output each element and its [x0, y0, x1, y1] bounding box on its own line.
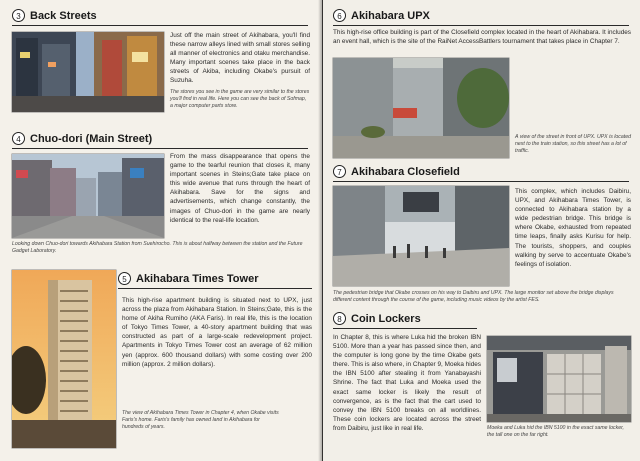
section-number-badge: 7 — [333, 165, 346, 178]
section-title: Chuo-dori (Main Street) — [30, 132, 153, 145]
photo-caption: The pedestrian bridge that Okabe crosses on his way to Daibiru and UPX. The large monitor set above the bridge displays different content through the course of the game, including music videos by the artist FES. — [333, 290, 614, 303]
closefield-bridge-photo — [333, 186, 509, 286]
section-divider — [12, 148, 308, 149]
section-divider — [333, 181, 629, 182]
photo-caption: Moeka and Luka hid the IBN 5100 in the exact same locker, the tall one on the far right. — [487, 425, 624, 438]
section-title: Back Streets — [30, 9, 97, 22]
upx-street-photo — [333, 58, 509, 158]
section-number-badge: 3 — [12, 9, 25, 22]
section-number-badge: 6 — [333, 9, 346, 22]
photo-caption: A view of the street in front of UPX. UPX is located next to the train station, so this street has a lot of traffic. — [515, 134, 632, 154]
section-title: Akihabara Closefield — [351, 165, 460, 178]
coin-lockers-photo — [487, 336, 631, 422]
section-body: This high-rise office building is part of the Closefield complex located in the heart of Akihabara. It includes an event hall, which is the site of the RaiNet AccessBattlers tournament that takes place in Chapter 7. — [333, 29, 631, 46]
section-title: Akihabara Times Tower — [136, 272, 259, 285]
section-number-badge: 8 — [333, 312, 346, 325]
back-streets-photo — [12, 32, 164, 112]
section-divider — [12, 25, 308, 26]
photo-caption: Looking down Chuo-dori towards Akihabara Station from Suehirocho. This is about halfway between the station and the Future Gadget Laboratory. — [12, 241, 303, 254]
section-5-heading — [118, 272, 258, 285]
section-body: This complex, which includes Daibiru, UPX, and Akihabara Times Tower, is connected to Akihabara station by a wide pedestrian bridge. This bridge is where Okabe, exhausted from repeated time leaps, finally asks Kurisu for help. The tourists, shoppers, and couples walking by serve to accentuate Okabe's feelings of isolation. — [515, 188, 631, 268]
section-4-heading — [12, 132, 152, 145]
section-divider — [333, 328, 477, 329]
section-body: In Chapter 8, this is where Luka hid the broken IBN 5100. More than a year has passed since then, and the computer is long gone by the time Okabe gets there. This is also where, in Chapter 9, Moeka hides the IBN 5100 after stealing it from Yanabayashi Shrine. The fact that Luka and Moeka used the exact same locker is likely the result of convergence, as is the fact that the cart used to convey the IBN 5100 breaks on all worldlines. These coin lockers are located across the street from Daibiru, just like in real life. — [333, 334, 481, 432]
section-title: Coin Lockers — [351, 312, 421, 325]
section-divider — [333, 25, 629, 26]
section-body: From the mass disappearance that opens the game to the tearful reunion that closes it, many important scenes in Steins;Gate take place on this wide avenue that runs through the heart of Akihabara. Save for the signs and advertisements, which change constantly, the images of Chuo-dori in the game are nearly identical to the real-life location. — [170, 153, 310, 224]
section-title: Akihabara UPX — [351, 9, 430, 22]
section-6-heading — [333, 9, 430, 22]
section-3-heading — [12, 9, 97, 22]
section-body: This high-rise apartment building is situated next to UPX, just across the plaza from Akihabara Station. In Steins;Gate, this is the home of Akiha Rumiho (AKA Faris). In real life, this is the location of Tokyo Times Tower, a 40-story apartment building that was constructed as part of a large-scale redevelopment project. Apartments in Tokyo Times Tower cost an average of 62 million yen (approx. 600 thousand dollars) with some costing over 200 million (approx. 2 million dollars). — [122, 297, 312, 368]
section-7-heading — [333, 165, 460, 178]
right-page — [323, 0, 640, 461]
photo-caption: The stores you see in the game are very similar to the stores you'll find in real life. Here you can see the back of Sofmap, a major computer parts store. — [170, 89, 310, 109]
photo-caption: The view of Akihabara Times Tower in Chapter 4, when Okabe visits Faris's home. Faris's family has owned land in Akihabara for hundreds of years. — [122, 410, 279, 430]
section-number-badge: 5 — [118, 272, 131, 285]
section-body: Just off the main street of Akihabara, you'll find these narrow alleys lined with small stores selling all manner of electronics and otaku merchandise. Many important scenes take place in the back streets of Akiba, including Okabe's pursuit of Suzuha. — [170, 32, 310, 85]
section-8-heading — [333, 312, 421, 325]
section-number-badge: 4 — [12, 132, 25, 145]
chuo-dori-photo — [12, 154, 164, 238]
section-divider — [118, 288, 312, 289]
times-tower-illustration — [12, 270, 116, 448]
